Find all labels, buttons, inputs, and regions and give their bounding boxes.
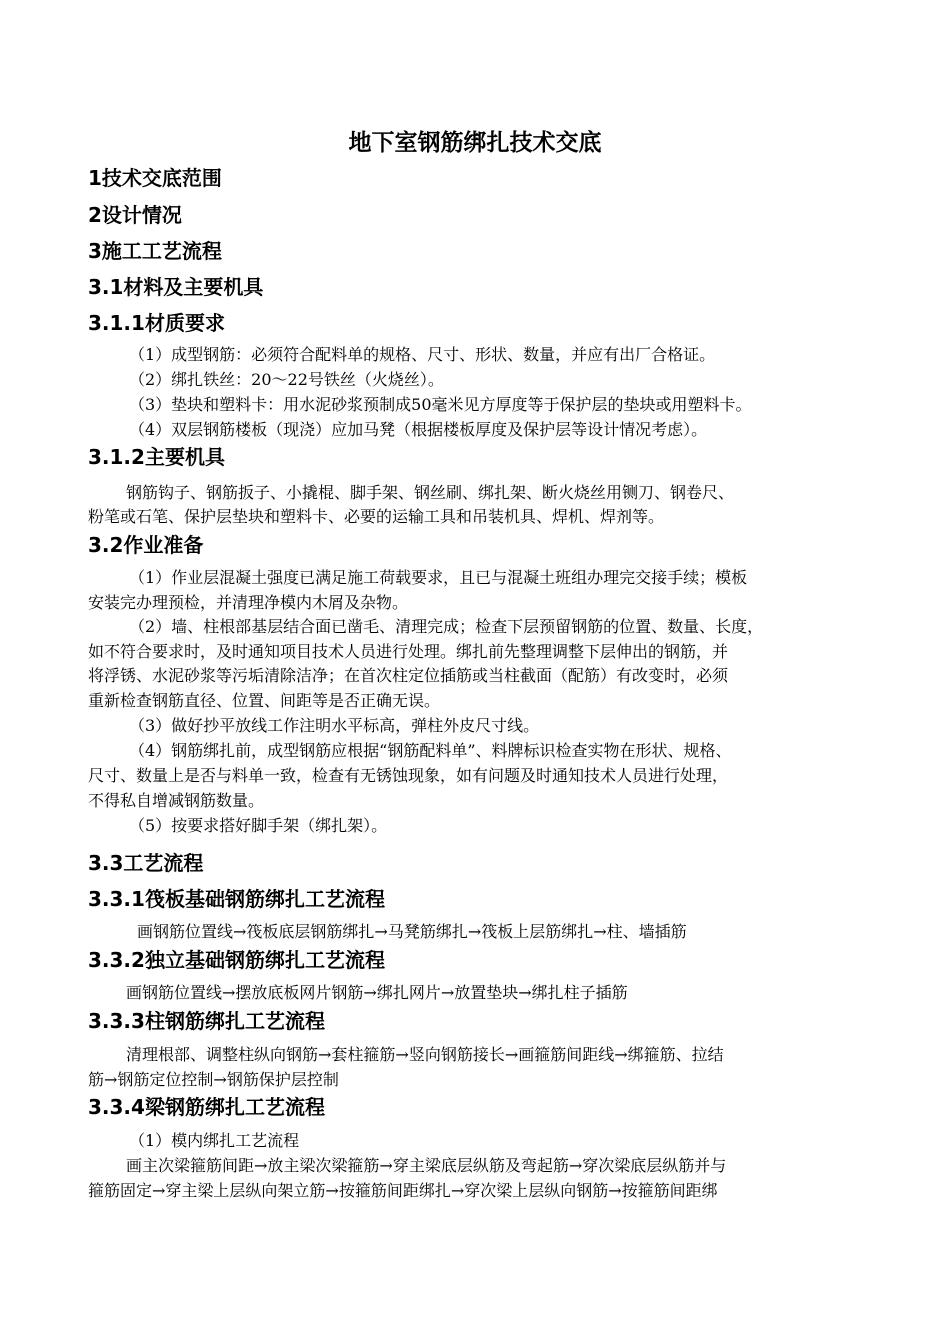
paragraph-line: 清理根部、调整柱纵向钢筋→套柱箍筋→竖向钢筋接长→画箍筋间距线→绑箍筋、拉结 xyxy=(126,1045,724,1064)
heading-3: 3施工工艺流程 xyxy=(88,239,222,263)
paragraph-line: 画主次梁箍筋间距→放主梁次梁箍筋→穿主梁底层纵筋及弯起筋→穿次梁底层纵筋并与 xyxy=(126,1156,727,1175)
heading-3-2: 3.2作业准备 xyxy=(88,533,204,557)
paragraph-line: （4）双层钢筋楼板（现浇）应加马凳（根据楼板厚度及保护层等设计情况考虑）。 xyxy=(129,420,708,439)
heading-3-3-1: 3.3.1筏板基础钢筋绑扎工艺流程 xyxy=(88,887,385,911)
paragraph-line: （5）按要求搭好脚手架（绑扎架）。 xyxy=(129,816,388,835)
paragraph-line: （3）做好抄平放线工作注明水平标高，弹柱外皮尺寸线。 xyxy=(129,716,540,735)
paragraph-line: 重新检查钢筋直径、位置、间距等是否正确无误。 xyxy=(88,691,441,710)
paragraph-line: 如不符合要求时，及时通知项目技术人员进行处理。绑扎前先整理调整下层伸出的钢筋，并 xyxy=(88,642,729,661)
paragraph-line: 尺寸、数量上是否与料单一致，检查有无锈蚀现象，如有问题及时通知技术人员进行处理， xyxy=(88,766,729,785)
heading-3-3-3: 3.3.3柱钢筋绑扎工艺流程 xyxy=(88,1009,325,1033)
paragraph-line: （3）垫块和塑料卡：用水泥砂浆预制成50毫米见方厚度等于保护层的垫块或用塑料卡。 xyxy=(129,395,752,414)
paragraph-line: 不得私自增减钢筋数量。 xyxy=(88,791,265,810)
heading-3-1-2: 3.1.2主要机具 xyxy=(88,445,225,469)
heading-3-3: 3.3工艺流程 xyxy=(88,851,204,875)
paragraph-line: 画钢筋位置线→摆放底板网片钢筋→绑扎网片→放置垫块→绑扎柱子插筋 xyxy=(126,983,628,1002)
paragraph-line: （2）绑扎铁丝：20～22号铁丝（火烧丝）。 xyxy=(129,370,444,389)
heading-3-3-2: 3.3.2独立基础钢筋绑扎工艺流程 xyxy=(88,948,385,972)
paragraph-line: 将浮锈、水泥砂浆等污垢清除洁净；在首次柱定位插筋或当柱截面（配筋）有改变时，必须 xyxy=(88,666,729,685)
paragraph-line: （1）作业层混凝土强度已满足施工荷载要求，且已与混凝土班组办理完交接手续；模板 xyxy=(129,568,748,587)
paragraph-line: 箍筋固定→穿主梁上层纵向架立筋→按箍筋间距绑扎→穿次梁上层纵向钢筋→按箍筋间距绑 xyxy=(88,1181,718,1200)
heading-3-1-1: 3.1.1材质要求 xyxy=(88,311,225,335)
paragraph-line: 粉笔或石笔、保护层垫块和塑料卡、必要的运输工具和吊装机具、焊机、焊剂等。 xyxy=(88,507,665,526)
heading-3-3-4: 3.3.4梁钢筋绑扎工艺流程 xyxy=(88,1095,325,1119)
paragraph-line: （1）成型钢筋：必须符合配料单的规格、尺寸、形状、数量，并应有出厂合格证。 xyxy=(129,345,716,364)
heading-2: 2设计情况 xyxy=(88,203,182,227)
paragraph-line: （4）钢筋绑扎前，成型钢筋应根据“钢筋配料单”、料牌标识检查实物在形状、规格、 xyxy=(129,741,732,760)
paragraph-line: 画钢筋位置线→筏板底层钢筋绑扎→马凳筋绑扎→筏板上层筋绑扎→柱、墙插筋 xyxy=(137,922,687,941)
heading-3-1: 3.1材料及主要机具 xyxy=(88,275,264,299)
paragraph-line: （1）模内绑扎工艺流程 xyxy=(129,1131,300,1150)
paragraph-line: 筋→钢筋定位控制→钢筋保护层控制 xyxy=(88,1070,339,1089)
paragraph-line: （2）墙、柱根部基层结合面已凿毛、清理完成；检查下层预留钢筋的位置、数量、长度， xyxy=(129,617,764,636)
paragraph-line: 钢筋钩子、钢筋扳子、小撬棍、脚手架、钢丝刷、绑扎架、断火烧丝用铡刀、钢卷尺、 xyxy=(126,483,735,502)
document-title: 地下室钢筋绑扎技术交底 xyxy=(348,129,602,156)
paragraph-line: 安装完办理预检，并清理净模内木屑及杂物。 xyxy=(88,593,409,612)
heading-1: 1技术交底范围 xyxy=(88,166,222,190)
